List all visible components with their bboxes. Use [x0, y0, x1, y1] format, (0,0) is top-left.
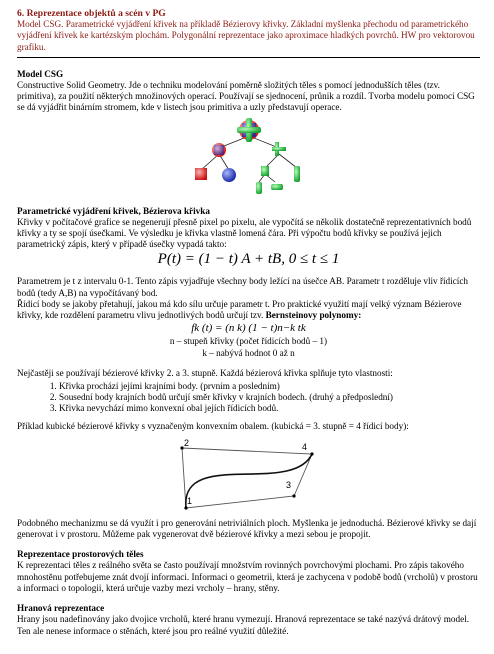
- csg-root-object: [237, 118, 261, 142]
- list-item: 3. Křivka nevychází mimo konvexní obal jejích řídicích bodů.: [59, 403, 480, 414]
- hranova-title: Hranová reprezentace: [17, 603, 105, 614]
- control-point-4: [310, 452, 313, 455]
- csg-intersection-node: [212, 143, 226, 157]
- bernstein-formula: fk (t) = (n k) (1 − t)n−k tk: [191, 322, 306, 335]
- csg-text: Constructive Solid Geometry. Jde o techniku modelování poměrně složitých těles s pomocí jednodušších těles (tzv. primitiva), za použití některých množinových operací. Používají se sjednocení, průnik a rozdíl. Tvorba modelu pomocí CSG se dá vyjádřit binárním stromem, kde v listech jsou primitiva a uzly představují operace.: [17, 80, 475, 113]
- bezier-curve-visible: [185, 454, 311, 508]
- bernstein-label: Bernsteinovy polynomy:: [265, 310, 362, 321]
- csg-leaf-sphere: [222, 168, 236, 182]
- convex-hull: [182, 448, 312, 508]
- section-heading: 6. Reprezentace objektů a scén v PG: [17, 8, 166, 19]
- point-label-3: 3: [285, 479, 291, 490]
- bezier-text-2b: [17, 299, 480, 321]
- bezier-text-2a: Parametrem je t z intervalu 0-1. Tento zápis vyjadřuje všechny body ležící na úsečce AB. Parametr t rozděluje vliv řídicích bodů (tedy A,B) na vypočítávaný bod.: [17, 276, 469, 298]
- control-point-1: [184, 506, 187, 509]
- bezier-curve-figure: [174, 436, 324, 514]
- document-page: [17, 8, 480, 637]
- bezier-title: Parametrické vyjádření křivek, Bézierova křivka: [17, 205, 210, 216]
- list-item: 1. Křivka prochází jejími krajními body. (prvním a posledním): [59, 381, 480, 392]
- prostor-text: K reprezentaci těles z reálného světa se často používají množstvím rovinných povrchovými plochami. Pro zápis takového mnohostěnu potřebujeme znát dvojí informaci. Informaci o geometrii, která je zachycena v podobě bodů (vrcholů) v prostoru a informaci o topologii, která určuje vazby mezi vrcholy – hrany, stěny.: [17, 560, 478, 593]
- csg-leaf-cylinder-a: [294, 166, 300, 182]
- csg-union-node: [272, 142, 286, 156]
- n-definition: n – stupeň křivky (počet řídicích bodů – 1): [169, 336, 328, 347]
- bezier-curve: [184, 479, 293, 508]
- bezier-example-caption: Příklad kubické bézierové křivky s vyznačeným konvexním obalem. (kubická = 3. stupně = 4 řídicí body):: [17, 420, 409, 431]
- bezier-text-4: Podobného mechanizmu se dá využít i pro generování netriviálních ploch. Myšlenka je jednoduchá. Bézierové křivky se dají generovat i v prostoru. Můžeme pak vygenerovat dvě bézierové křivky a mezi sebou je propojit.: [17, 517, 477, 540]
- csg-leaf-cylinder-b: [256, 182, 262, 194]
- csg-tree-figure: [179, 118, 319, 196]
- line-formula: P(t) = (1 − t) A + tB, 0 ≤ t ≤ 1: [157, 251, 340, 268]
- csg-leaf-union-sub: [261, 166, 269, 176]
- point-label-4: 4: [301, 441, 307, 452]
- csg-title: Model CSG: [17, 68, 64, 79]
- point-label-2: 2: [183, 437, 189, 448]
- bezier-text-1: Křivky v počítačové grafice se negenerují přesně pixel po pixelu, ale vypočítá se několik dostatečně reprezentativních bodů křivky a ty se spojí úsečkami. Ve výsledku je křivka vlastně lomená čára. Při výpočtu bodů křivky se používá jejich parametrický zápis, který v případě úsečky vypadá takto:: [17, 216, 472, 250]
- bezier-text-2b-body: Řídicí body se jakoby přetahují, jakou má kdo sílu určuje parametr t. Pro praktické využití mají velký význam Bézierove křivky, kde rozdělení parametru vlivu jednotlivých bodů určují tzv.: [17, 298, 462, 321]
- csg-leaf-cube: [195, 168, 207, 180]
- section-intro: Model CSG. Parametrické vyjádření křivek na příkladě Bézierovy křivky. Základní myšlenka přechodu od parametrického vyjádření křivek ke kartézským plochám. Polygonální reprezentace jako aproximace hladkých povrchů. HW pro vektorovou grafiku.: [17, 19, 480, 58]
- hranova-text: Hrany jsou nadefinovány jako dvojice vrcholů, které hranu vymezují. Hranová reprezentace se také nazývá drátový model. Ten ale nenese informace o stěnách, které jsou pro reálné využití důležité.: [17, 614, 470, 636]
- point-label-1: 1: [186, 495, 192, 506]
- list-item: 2. Sousední body krajních bodů určují směr křivky v krajních bodech. (druhý a předposlední): [59, 392, 480, 403]
- csg-leaf-cylinder-c: [271, 184, 283, 190]
- control-point-3: [292, 494, 295, 497]
- k-definition: k – nabývá hodnot 0 až n: [202, 347, 295, 358]
- prostor-title: Reprezentace prostorových těles: [17, 549, 144, 560]
- bezier-text-3: Nejčastěji se používají bézierové křivky 2. a 3. stupně. Každá bézierová křivka splňuje tyto vlastnosti:: [17, 367, 393, 378]
- properties-list: [17, 381, 480, 415]
